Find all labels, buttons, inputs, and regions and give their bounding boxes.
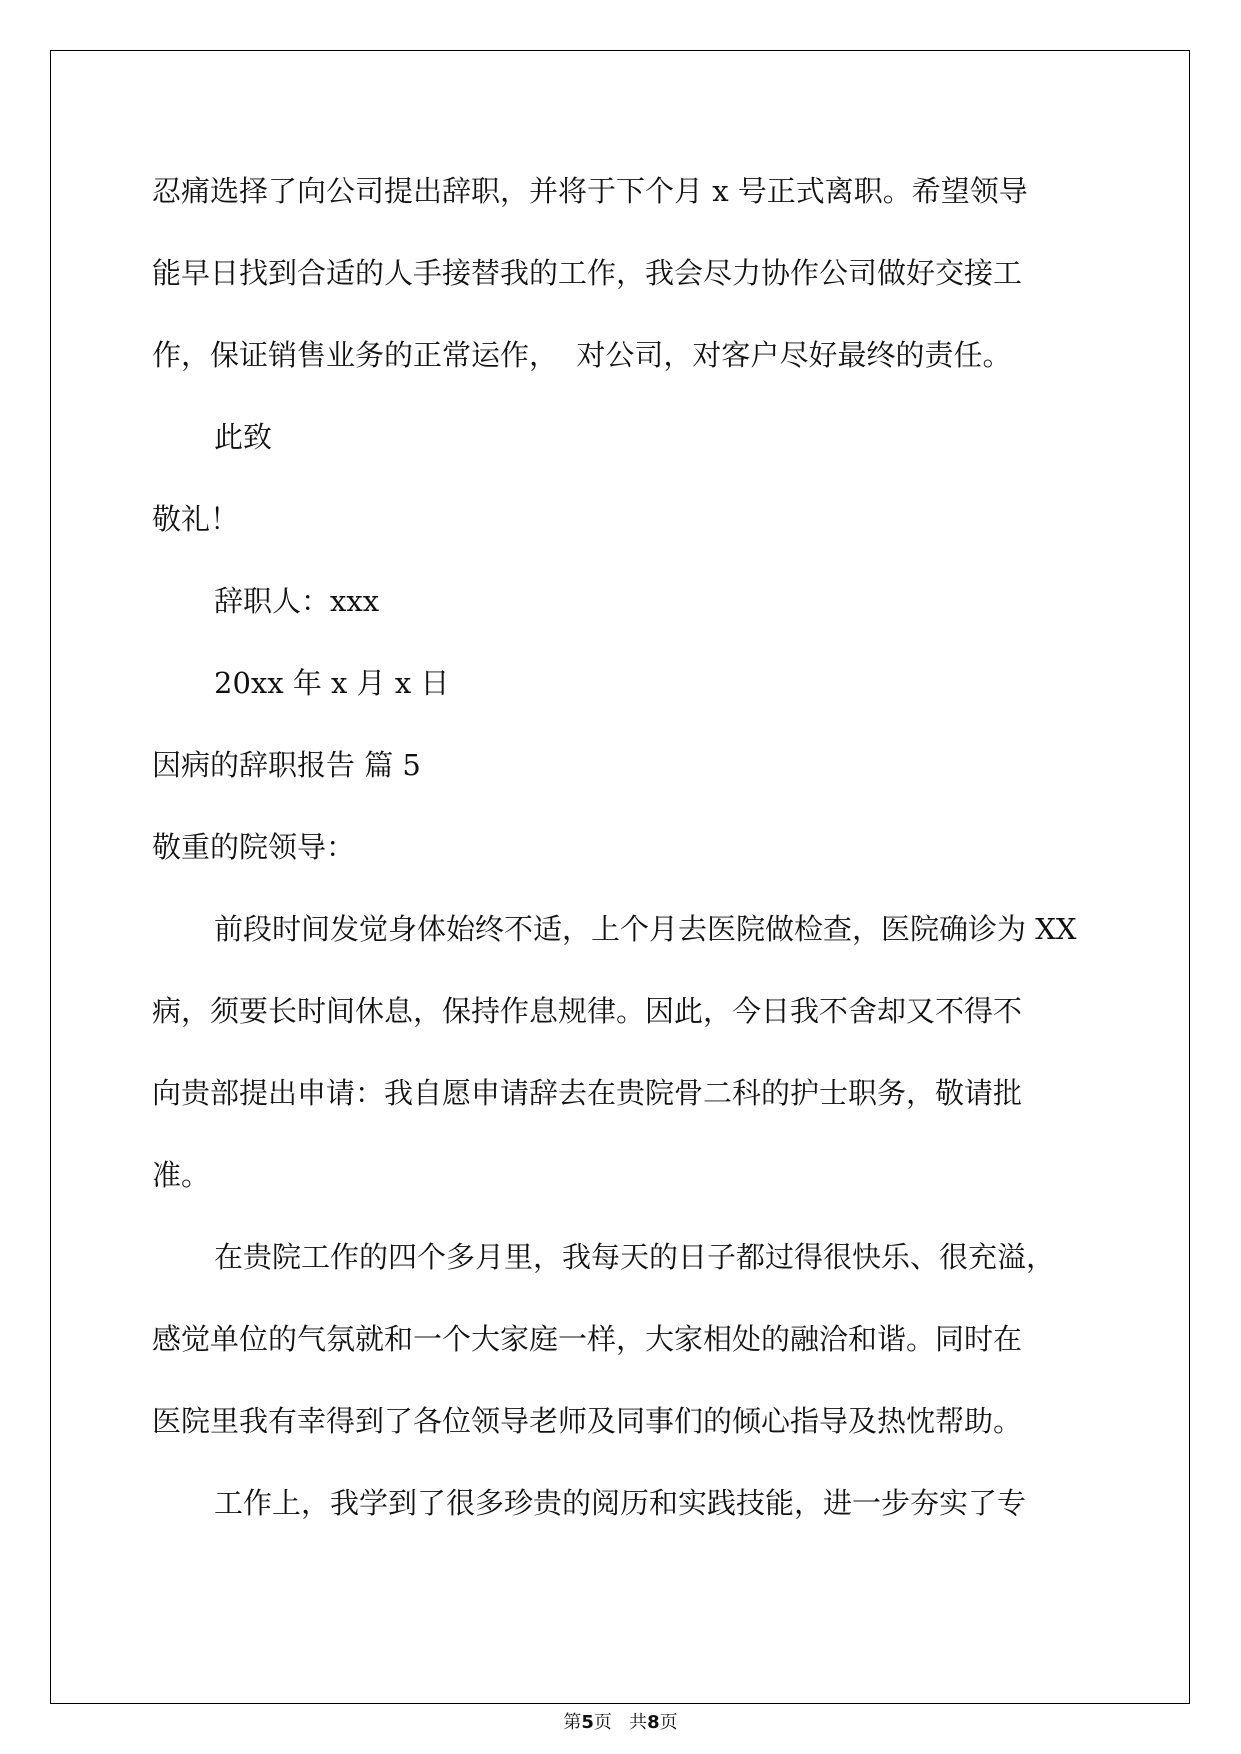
text-line: 感觉单位的气氛就和一个大家庭一样，大家相处的融洽和谐。同时在 bbox=[152, 1322, 1023, 1356]
text-line: 病，须要长时间休息，保持作息规律。因此，今日我不舍却又不得不 bbox=[152, 994, 1023, 1028]
closing-line: 敬礼！ bbox=[152, 502, 240, 536]
footer-total-suffix: 页 bbox=[659, 1712, 678, 1733]
greeting-line: 敬重的院领导： bbox=[152, 830, 356, 864]
text-line: 作，保证销售业务的正常运作， 对公司，对客户尽好最终的责任。 bbox=[152, 338, 1012, 372]
footer-total-prefix: 共 bbox=[629, 1712, 648, 1733]
text-line: 工作上，我学到了很多珍贵的阅历和实践技能，进一步夯实了专 bbox=[214, 1486, 1027, 1520]
text-line: 前段时间发觉身体始终不适，上个月去医院做检查，医院确诊为 XX bbox=[214, 912, 1077, 946]
footer-prefix: 第 bbox=[563, 1712, 582, 1733]
total-page-number: 8 bbox=[647, 1712, 660, 1733]
text-line: 医院里我有幸得到了各位领导老师及同事们的倾心指导及热忱帮助。 bbox=[152, 1404, 1023, 1438]
document-body bbox=[152, 160, 1102, 1554]
text-line: 忍痛选择了向公司提出辞职，并将于下个月 x 号正式离职。希望领导 bbox=[152, 174, 1028, 208]
page-footer bbox=[0, 1708, 1241, 1734]
section-title: 因病的辞职报告 篇 5 bbox=[152, 748, 421, 782]
text-line: 向贵部提出申请：我自愿申请辞去在贵院骨二科的护士职务，敬请批 bbox=[152, 1076, 1023, 1110]
salutation-line: 此致 bbox=[214, 420, 273, 454]
text-line: 在贵院工作的四个多月里，我每天的日子都过得很快乐、很充溢， bbox=[214, 1240, 1056, 1274]
footer-page-suffix: 页 bbox=[593, 1712, 612, 1733]
date-line: 20xx 年 x 月 x 日 bbox=[214, 666, 450, 700]
signature-line: 辞职人：xxx bbox=[214, 584, 380, 618]
text-line: 能早日找到合适的人手接替我的工作，我会尽力协作公司做好交接工 bbox=[152, 256, 1023, 290]
text-line: 准。 bbox=[152, 1158, 211, 1192]
current-page-number: 5 bbox=[581, 1712, 594, 1733]
